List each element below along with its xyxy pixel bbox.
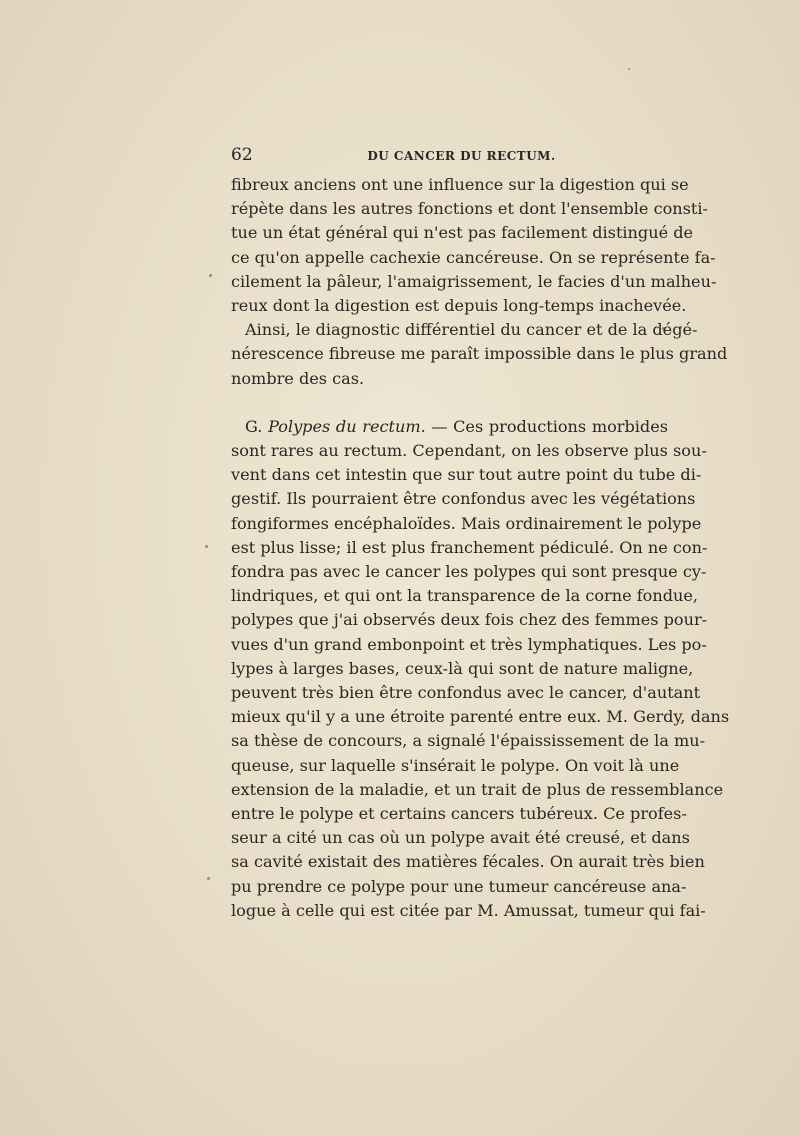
text-line: fibreux anciens ont une influence sur la digestion qui se — [231, 175, 689, 194]
text-line: seur a cité un cas où un polype avait été creusé, et dans — [231, 828, 690, 848]
running-title: DU CANCER DU RECTUM. — [367, 149, 556, 163]
text-line: sont rares au rectum. Cependant, on les observe plus sou- — [231, 441, 707, 461]
text-line: sa thèse de concours, a signalé l'épaississement de la mu- — [231, 731, 706, 751]
text-line: nérescence fibreuse me paraît impossible dans le plus grand — [231, 344, 728, 364]
text-line: fondra pas avec le cancer les polypes qui sont presque cy- — [231, 562, 707, 582]
text-line: vues d'un grand embonpoint et très lymphatiques. Les po- — [231, 634, 707, 654]
paper-speck — [207, 877, 210, 880]
paragraph-2 — [231, 318, 728, 391]
text-line: polypes que j'ai observés deux fois chez des femmes pour- — [231, 610, 708, 630]
text-line: peuvent très bien être confondus avec le cancer, d'autant — [231, 683, 701, 703]
text-line: pu prendre ce polype pour une tumeur cancéreuse ana- — [231, 876, 687, 896]
section-gap — [231, 391, 668, 415]
text-line: vent dans cet intestin que sur tout autre point du tube di- — [231, 465, 702, 485]
heading-continuation: — Ces productions morbides — [425, 416, 668, 436]
running-head — [231, 143, 668, 167]
text-line: gestif. Ils pourraient être confondus avec les végétations — [231, 489, 696, 509]
text-line: sa cavité existait des matières fécales. On aurait très bien — [231, 852, 705, 872]
text-line: cilement la pâleur, l'amaigrissement, le facies d'un malheu- — [231, 271, 717, 291]
text-line: extension de la maladie, et un trait de plus de ressemblance — [231, 779, 724, 799]
paragraph-1 — [231, 173, 717, 318]
text-line: logue à celle qui est citée par M. Amussat, tumeur qui fai- — [231, 900, 706, 920]
paragraph-3 — [231, 415, 730, 923]
text-line: est plus lisse; il est plus franchement pédiculé. On ne con- — [231, 537, 708, 557]
section-letter: G. — [245, 416, 263, 436]
text-line: répète dans les autres fonctions et dont l'ensemble consti- — [231, 199, 708, 219]
text-line: entre le polype et certains cancers tubéreux. Ce profes- — [231, 804, 687, 824]
paper-speck — [205, 545, 208, 548]
text-line: queuse, sur laquelle s'insérait le polype. On voit là une — [231, 755, 680, 775]
body-text — [231, 173, 730, 923]
paper-speck — [628, 68, 630, 70]
page-number: 62 — [231, 145, 253, 165]
text-line: reux dont la digestion est depuis long-temps inachevée. — [231, 296, 687, 316]
text-line: lindriques, et qui ont la transparence de la corne fondue, — [231, 586, 699, 606]
section-heading-line — [231, 415, 668, 439]
paper-speck — [209, 274, 212, 277]
text-line: nombre des cas. — [231, 368, 365, 388]
section-title: Polypes du rectum. — [268, 416, 426, 436]
text-line: tue un état général qui n'est pas facilement distingué de — [231, 223, 694, 243]
text-line: fongiformes encéphaloïdes. Mais ordinairement le polype — [231, 513, 702, 533]
text-line: Ainsi, le diagnostic différentiel du cancer et de la dégé- — [245, 320, 698, 340]
text-line: mieux qu'il y a une étroite parenté entre eux. M. Gerdy, dans — [231, 707, 730, 727]
text-line: ce qu'on appelle cachexie cancéreuse. On se représente fa- — [231, 247, 716, 267]
book-page — [231, 143, 730, 923]
text-line: lypes à larges bases, ceux-là qui sont de nature maligne, — [231, 658, 694, 678]
